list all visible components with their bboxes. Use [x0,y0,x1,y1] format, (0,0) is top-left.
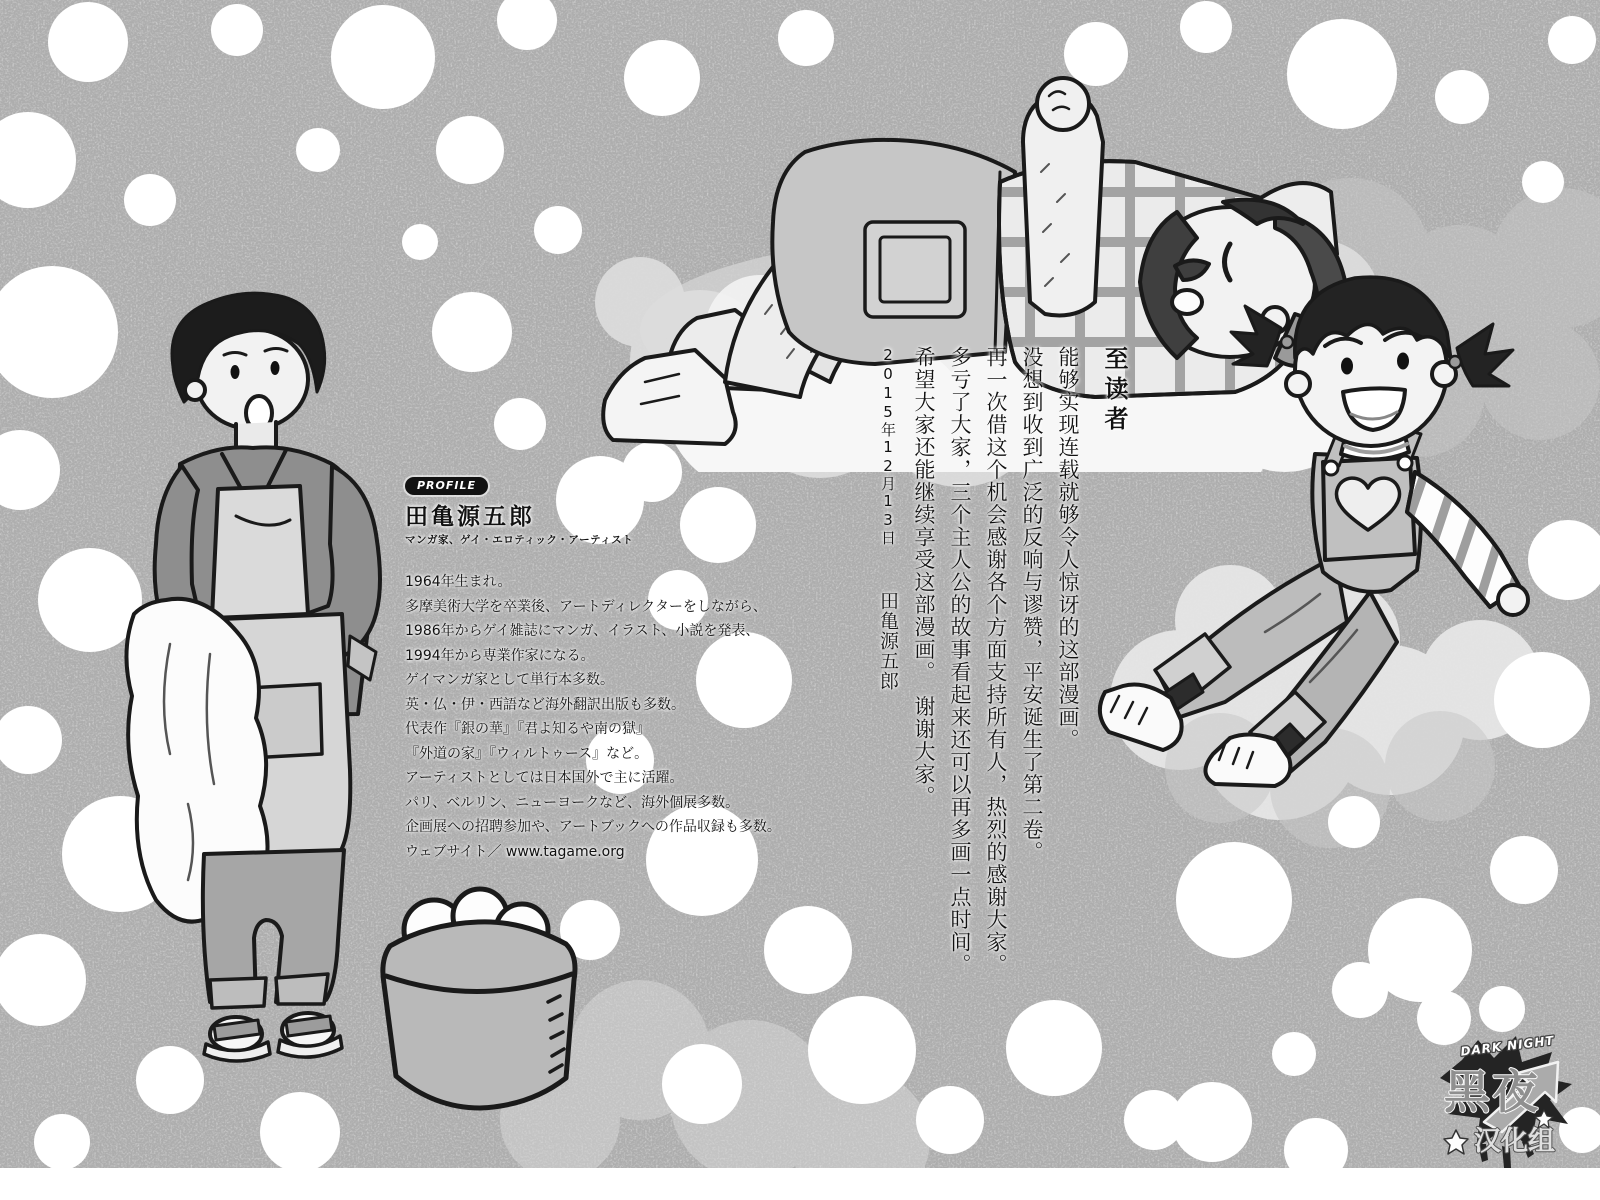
bio-line: ゲイマンガ家として単行本多数。 [405,672,615,688]
bio-line: 1964年生まれ。 [405,574,512,590]
bio-line: 『外道の家』『ウィルトゥース』など。 [405,745,649,762]
logo-arc-text: DARK NIGHT [1459,1033,1556,1059]
overall-button [1324,461,1338,475]
profile-badge: PROFILE [405,477,488,495]
ear [185,380,205,400]
afterword-date-signature [870,346,906,1011]
fist [1037,78,1089,130]
star-icon [1444,1130,1468,1154]
afterword-signature: 田亀源五郎 [877,591,899,691]
bio-line: 英・仏・伊・西語など海外翻訳出版も多数。 [405,696,685,713]
pigtail [1231,306,1281,366]
eye [1341,358,1353,375]
basket-body [383,922,575,1108]
pant-cuff [276,974,328,1004]
bio-line: パリ、ベルリン、ニューヨークなど、海外個展多数。 [405,794,740,811]
logo-sub-text: 汉化组 [1474,1126,1555,1157]
afterword-column: 多亏了大家，三个主人公的故事看起来还可以再多画一点时间。 [948,346,972,976]
bio-line: 1986年からゲイ雑誌にマンガ、イラスト、小説を発表、 [405,623,760,639]
ear [1286,372,1310,396]
overall-button [1398,456,1412,470]
author-occupation: マンガ家、ゲイ・エロティック・アーティスト [405,534,634,546]
author-bio [405,570,885,864]
eye [271,361,280,375]
bio-line: 代表作『銀の華』『君よ知るや南の獄』 [405,721,650,737]
afterword-column: 再一次借这个机会感谢各个方面支持所有人，热烈的感谢大家。 [984,346,1008,976]
hair-tie [1449,356,1461,368]
page-bottom-margin [0,1168,1600,1200]
apron-bib [212,486,308,618]
logo-main-text: 黑夜 [1444,1065,1540,1119]
hair-tie [1281,336,1293,348]
scanlation-group-logo [1418,1026,1596,1178]
afterword-date: 2015年12月13日 [879,346,897,546]
illustration-man-with-laundry [118,282,408,1092]
afterword-block [848,346,1132,1011]
afterword-heading: 至读者 [1100,346,1128,436]
author-name: 田亀源五郎 [405,504,535,530]
author-profile-block [405,474,885,864]
pant-cuff [210,978,266,1008]
bio-line: ウェブサイト／ www.tagame.org [405,843,625,860]
neck [236,422,276,448]
pigtail [1457,324,1513,386]
eye [231,365,240,379]
illustration-girl-in-overalls [1085,262,1530,789]
bio-line: 1994年から専業作家になる。 [405,647,595,664]
bio-line: 企画展への招聘参加や、アートブックへの作品収録も多数。 [405,819,781,835]
afterword-column: 能够实现连载就够令人惊讶的这部漫画。 [1056,346,1080,751]
bio-line: アーティストとしては日本国外で主に活躍。 [405,770,684,786]
afterword-column: 没想到收到广泛的反响与谬赞，平安诞生了第二卷。 [1020,346,1044,864]
illustration-laundry-basket [372,880,587,1120]
bio-line: 多摩美術大学を卒業後、アートディレクターをしながら、 [405,598,767,615]
eye [1397,353,1409,370]
afterword-column: 希望大家还能继续享受这部漫画。 谢谢大家。 [912,346,936,808]
hand [1498,585,1528,615]
